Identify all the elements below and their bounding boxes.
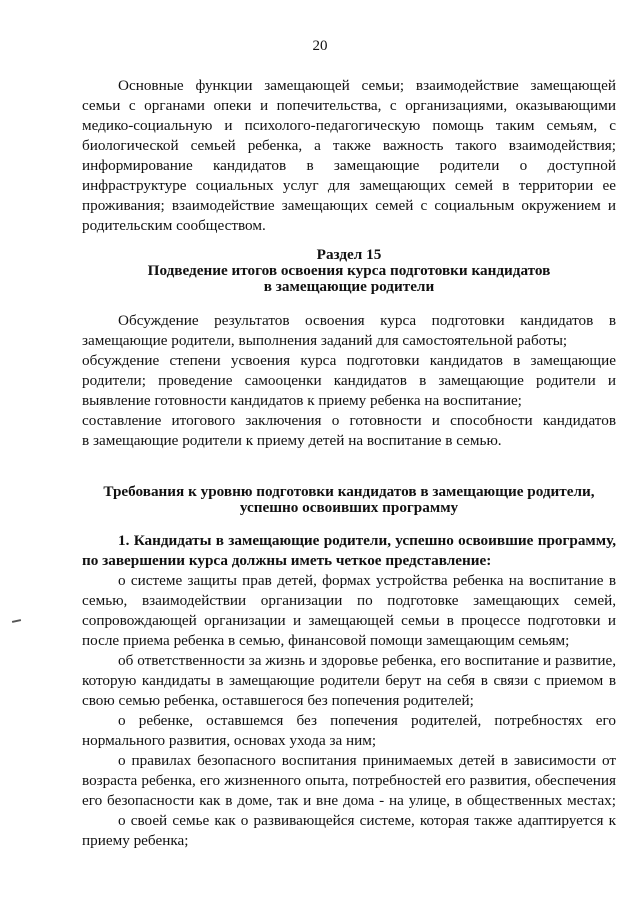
- requirement-line: приему ребенка;: [82, 832, 189, 849]
- paragraph-line: в замещающие родители к приему детей на воспитание в семью.: [82, 432, 502, 449]
- margin-mark: [12, 619, 21, 623]
- paragraph-line: проживания; взаимодействие замещающих семей с социальным окружением и: [82, 197, 616, 214]
- section-subtitle-line: в замещающие родители: [263, 278, 435, 295]
- requirement-line: сопровождающей организации и замещающей семьи в процессе подготовки и: [82, 612, 616, 629]
- paragraph-line: обсуждение степени усвоения курса подготовки кандидатов в замещающие: [82, 352, 616, 369]
- paragraph-line: родительским сообществом.: [82, 217, 266, 234]
- paragraph-line: инфраструктуре социальных услуг для замещающих семей в территории ее: [82, 177, 616, 194]
- paragraph-line: медико-социальную и психолого-педагогическую помощь таким семьям, с: [82, 117, 616, 134]
- section-title: Раздел 15: [316, 246, 382, 263]
- item-heading-line: 1. Кандидаты в замещающие родители, успешно освоившие программу,: [118, 532, 616, 549]
- requirement-line: нормального развития, основах ухода за ним;: [82, 732, 377, 749]
- requirements-heading-line: успешно освоивших программу: [239, 499, 459, 516]
- requirement-line: о правилах безопасного воспитания принимаемых детей в зависимости от: [118, 752, 616, 769]
- paragraph-line: семьи с органами опеки и попечительства, с организациями, оказывающими: [82, 97, 616, 114]
- paragraph-line: Основные функции замещающей семьи; взаимодействие замещающей: [118, 77, 616, 94]
- requirement-line: о своей семье как о развивающейся системе, которая также адаптируется к: [118, 812, 616, 829]
- paragraph-line: Обсуждение результатов освоения курса подготовки кандидатов в: [118, 312, 616, 329]
- requirement-line: о ребенке, оставшемся без попечения родителей, потребностях его: [118, 712, 616, 729]
- requirement-line: о системе защиты прав детей, формах устройства ребенка на воспитание в: [118, 572, 616, 589]
- item-heading-line: по завершении курса должны иметь четкое представление:: [82, 552, 492, 569]
- requirement-line: которую кандидаты в замещающие родители берут на себя в связи с приемом в: [82, 672, 616, 689]
- requirements-heading-line: Требования к уровню подготовки кандидатов в замещающие родители,: [103, 483, 595, 500]
- requirement-line: свою семью ребенка, оставшегося без попечения родителей;: [82, 692, 474, 709]
- requirement-line: возраста ребенка, его жизненного опыта, потребностей его развития, обеспечения: [82, 772, 616, 789]
- requirement-line: его безопасности как в доме, так и вне дома - на улице, в общественных местах;: [82, 792, 616, 809]
- requirement-line: после приема ребенка в семью, финансовой помощи замещающим семьям;: [82, 632, 570, 649]
- page-number: 20: [312, 38, 328, 54]
- section-subtitle-line: Подведение итогов освоения курса подготовки кандидатов: [147, 262, 551, 279]
- paragraph-line: информирование кандидатов в замещающие родители о доступной: [82, 157, 616, 174]
- requirement-line: семью, взаимодействии организации по подготовке замещающих семей,: [82, 592, 616, 609]
- paragraph-line: замещающие родители, выполнения заданий для самостоятельной работы;: [82, 332, 568, 349]
- paragraph-line: выявление готовности кандидатов к приему ребенка на воспитание;: [82, 392, 522, 409]
- paragraph-line: родители; проведение самооценки кандидатов в замещающие родители и: [82, 372, 616, 389]
- requirement-line: об ответственности за жизнь и здоровье ребенка, его воспитание и развитие,: [118, 652, 616, 669]
- paragraph-line: составление итогового заключения о готовности и способности кандидатов: [82, 412, 616, 429]
- paragraph-line: биологической семьей ребенка, а также важность такого взаимодействия;: [82, 137, 616, 154]
